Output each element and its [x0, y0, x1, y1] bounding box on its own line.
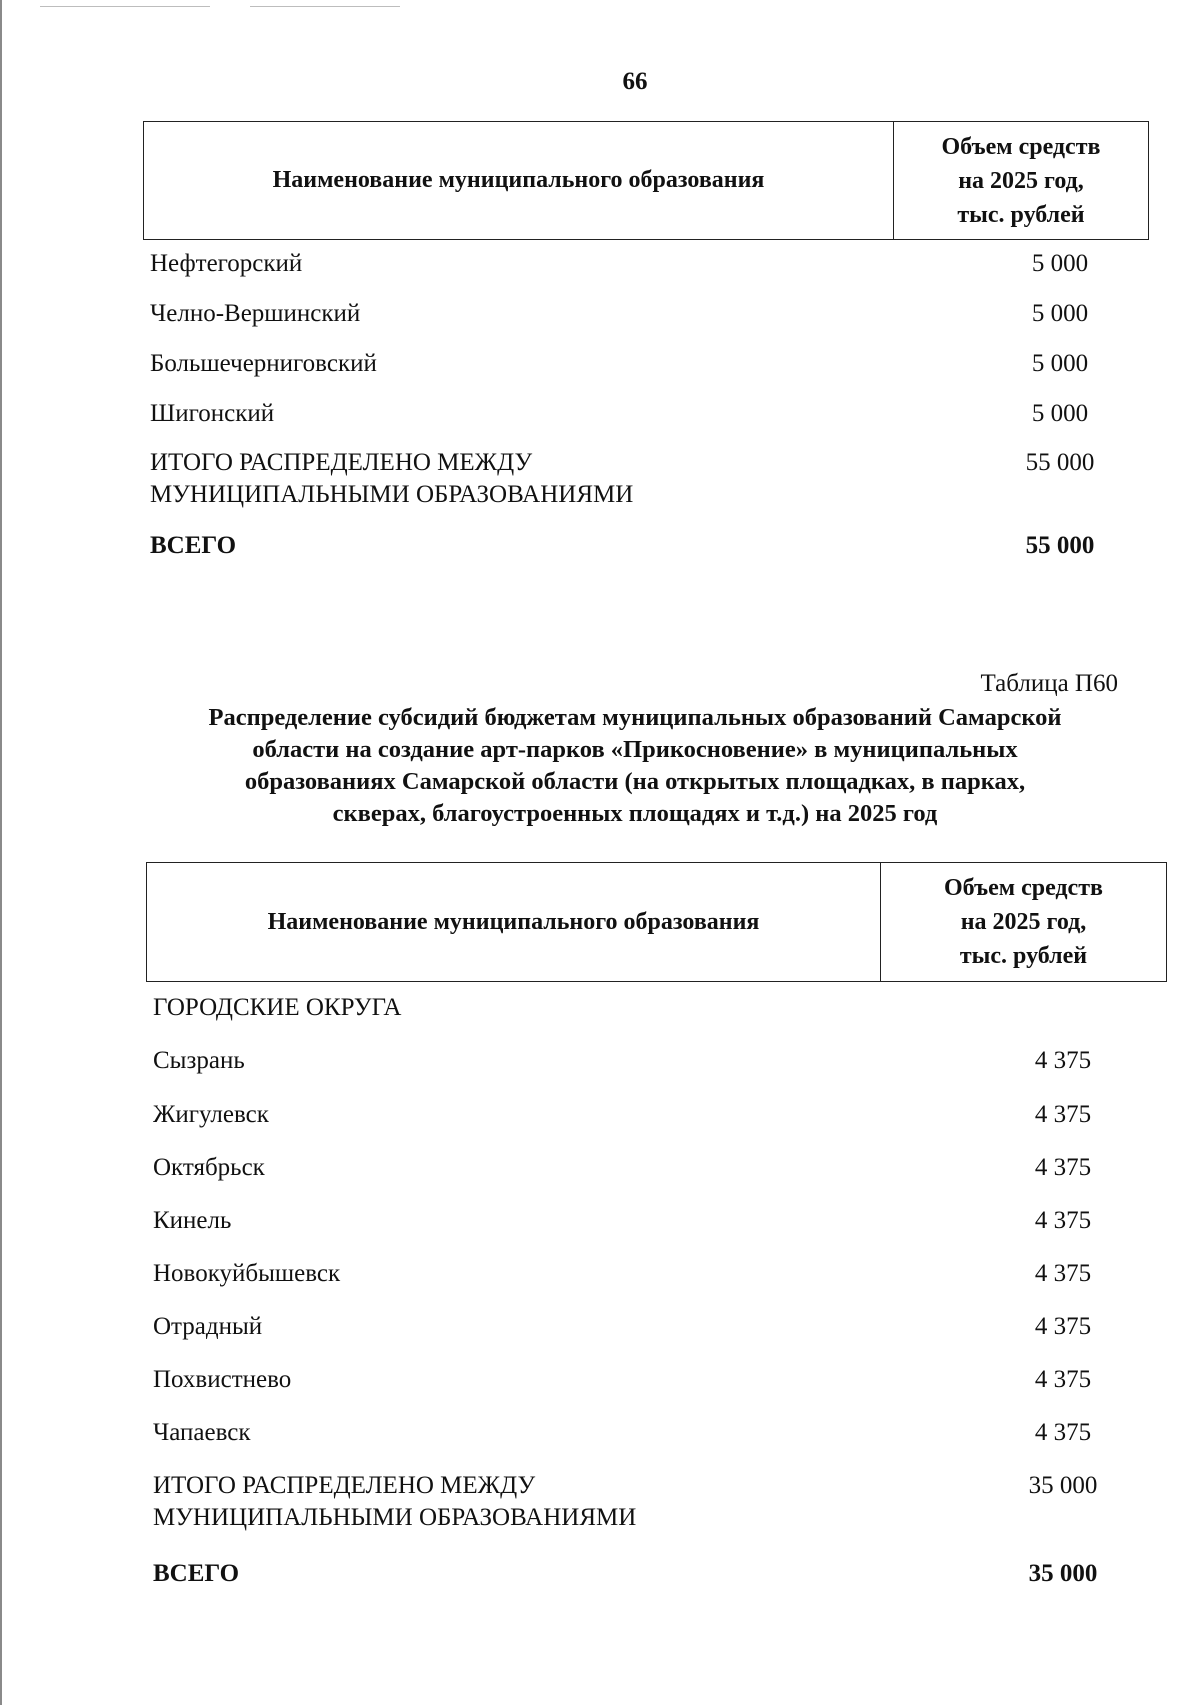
row-value: 4 375 — [1034, 1313, 1092, 1340]
table1-col-name-header: Наименование муниципального образования — [144, 122, 894, 239]
row-value: 4 375 — [1034, 1419, 1092, 1446]
page-number: 66 — [622, 68, 648, 95]
row-name: Кинель — [153, 1207, 232, 1234]
scan-artifact — [40, 6, 210, 7]
table-row — [150, 248, 1150, 280]
table-row — [153, 1045, 1153, 1077]
row-name: Чапаевск — [153, 1419, 251, 1446]
total-row — [153, 1558, 1153, 1590]
row-value: 5 000 — [1031, 400, 1089, 427]
table-row — [153, 1258, 1153, 1290]
total-label: ВСЕГО — [150, 532, 237, 559]
section-heading — [153, 992, 1153, 1024]
table-row — [150, 398, 1150, 430]
page-edge — [0, 0, 2, 1705]
section-label: ГОРОДСКИЕ ОКРУГА — [153, 994, 402, 1021]
row-value: 5 000 — [1031, 300, 1089, 327]
row-name: ИТОГО РАСПРЕДЕЛЕНО МЕЖДУ МУНИЦИПАЛЬНЫМИ ОБРАЗОВАНИЯМИ — [150, 449, 634, 508]
table1-header — [143, 121, 1149, 240]
table2-col-value-header: Объем средств на 2025 год, тыс. рублей — [944, 875, 1103, 969]
row-name: Новокуйбышевск — [153, 1260, 341, 1287]
table-row — [150, 447, 1150, 511]
row-value: 4 375 — [1034, 1101, 1092, 1128]
total-label: ВСЕГО — [153, 1560, 240, 1587]
row-value: 4 375 — [1034, 1207, 1092, 1234]
table-row — [153, 1099, 1153, 1131]
total-value: 35 000 — [1028, 1560, 1098, 1587]
row-value: 5 000 — [1031, 250, 1089, 277]
table-row — [150, 348, 1150, 380]
row-name: Шигонский — [150, 400, 275, 427]
table-label: Таблица П60 — [980, 670, 1118, 697]
row-value: 4 375 — [1034, 1260, 1092, 1287]
table-row — [150, 298, 1150, 330]
table-row — [153, 1364, 1153, 1396]
table-row — [153, 1311, 1153, 1343]
table2-header — [146, 862, 1167, 982]
table-title: Распределение субсидий бюджетам муниципальных образований Самарской области на создание арт-парков «Прикосновение» в муниципальных образованиях Самарской области (на открытых площадках, в парках, скверах, благоустроенных площадях и т.д.) на 2025 год — [208, 704, 1062, 827]
row-name: Жигулевск — [153, 1101, 269, 1128]
total-value: 55 000 — [1025, 532, 1095, 559]
row-name: Похвистнево — [153, 1366, 292, 1393]
row-name: ИТОГО РАСПРЕДЕЛЕНО МЕЖДУ МУНИЦИПАЛЬНЫМИ ОБРАЗОВАНИЯМИ — [153, 1472, 637, 1531]
row-name: Челно-Вершинский — [150, 300, 361, 327]
row-name: Октябрьск — [153, 1154, 265, 1181]
table-row — [153, 1152, 1153, 1184]
row-name: Отрадный — [153, 1313, 263, 1340]
table1-col-value-header: Объем средств на 2025 год, тыс. рублей — [941, 133, 1101, 228]
row-value: 4 375 — [1034, 1047, 1092, 1074]
total-row — [150, 530, 1150, 562]
table2-col-name-header: Наименование муниципального образования — [147, 863, 881, 981]
row-name: Сызрань — [153, 1047, 245, 1074]
row-name: Большечерниговский — [150, 350, 377, 377]
row-value: 35 000 — [1028, 1472, 1098, 1499]
row-value: 4 375 — [1034, 1366, 1092, 1393]
table-row — [153, 1205, 1153, 1237]
row-name: Нефтегорский — [150, 250, 303, 277]
row-value: 55 000 — [1025, 449, 1095, 476]
row-value: 4 375 — [1034, 1154, 1092, 1181]
scan-artifact — [250, 6, 400, 7]
table-row — [153, 1470, 1153, 1534]
row-value: 5 000 — [1031, 350, 1089, 377]
table-row — [153, 1417, 1153, 1449]
